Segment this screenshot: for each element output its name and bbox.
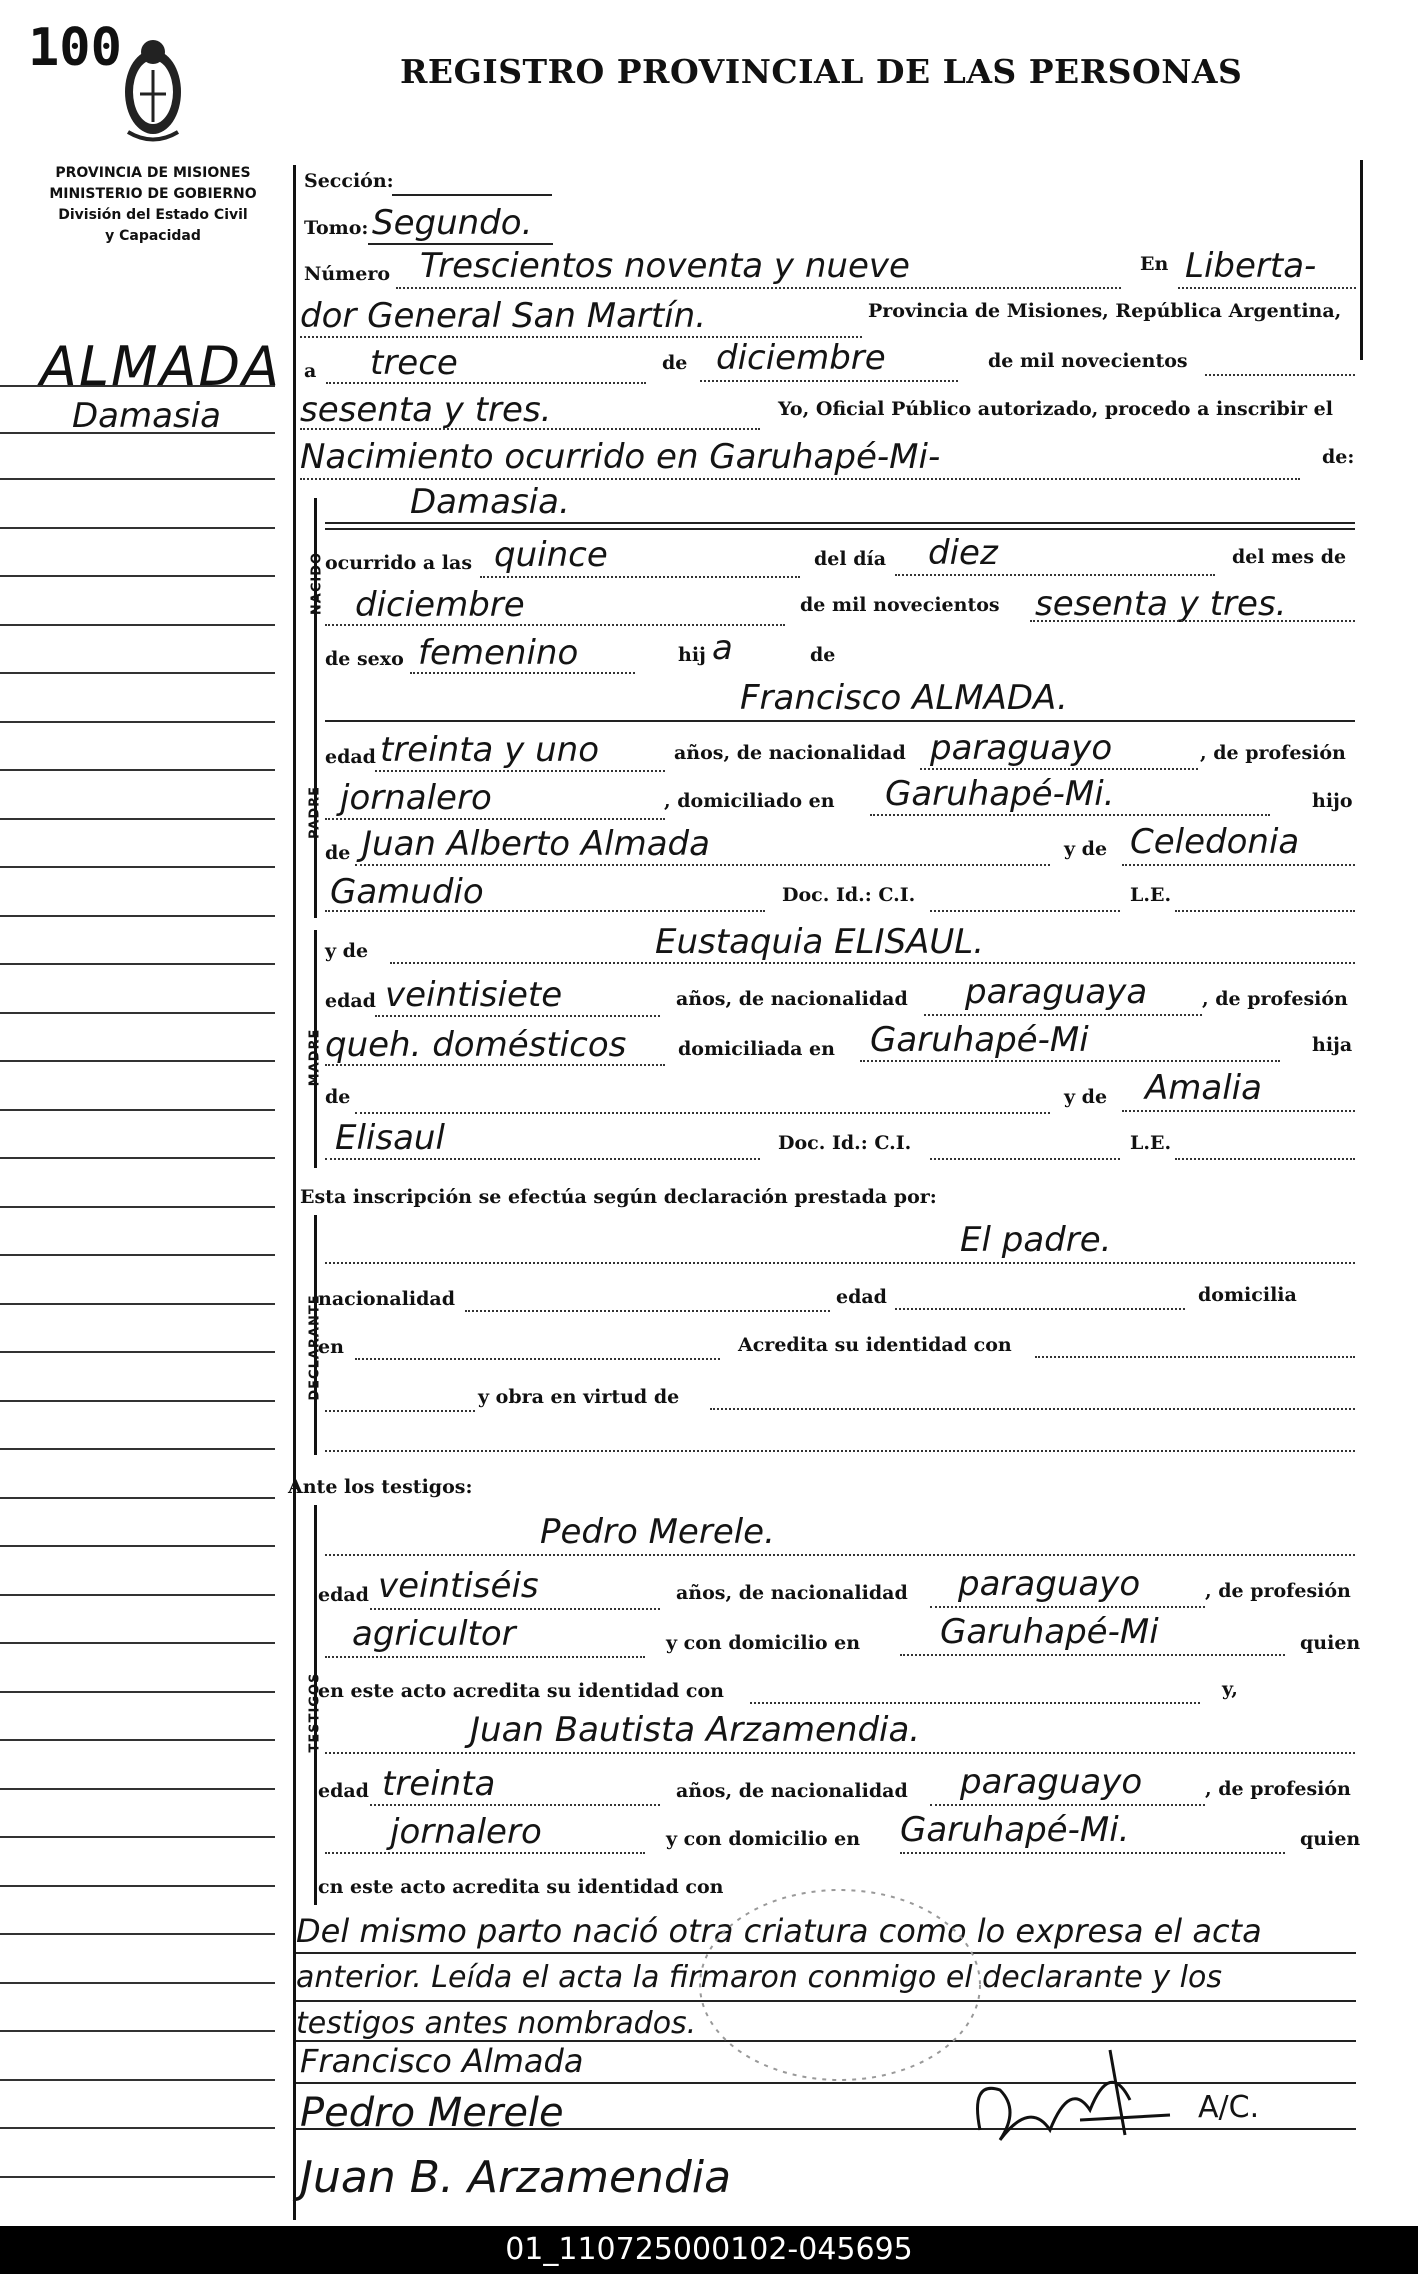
dia-nac-value: diez [928,533,998,573]
label-quien-t2: quien [1300,1828,1361,1850]
label-de-2: de [810,644,836,666]
decl-obra-line-a [325,1410,475,1412]
ledger-line [0,1303,275,1305]
decl-en-line [355,1358,720,1360]
signature-pedro: Pedro Merele [300,2090,564,2136]
padre-edad-line [375,770,665,772]
numero-line [396,287,1121,289]
mes-nac-value: diciembre [355,585,525,625]
label-domiciliado: , domiciliado en [664,790,835,812]
label-cn-este-acto: cn este acto acredita su identidad con [318,1876,724,1898]
label-edad-padre: edad [325,746,376,768]
ledger-line [0,1691,275,1693]
decl-nac-line [465,1310,830,1312]
madre-ci-line [930,1158,1120,1160]
t1-nac-line [930,1606,1205,1608]
dia-line [326,382,646,384]
nombre-line [325,522,1355,524]
padre-dom: Garuhapé-Mi. [885,774,1115,814]
padre-madre-a: Celedonia [1130,822,1300,862]
signature-francisco: Francisco Almada [300,2042,584,2080]
label-edad-t2: edad [318,1780,369,1802]
padre-padre: Juan Alberto Almada [362,824,710,864]
ledger-line [0,1157,275,1159]
ledger-line [0,2176,275,2178]
label-edad-t1: edad [318,1584,369,1606]
anio-nac-value: sesenta y tres. [1035,584,1287,624]
hora-value: quince [494,535,608,575]
mes-line [700,380,958,382]
ledger-line [0,2127,275,2129]
label-prof-madre: , de profesión [1202,988,1348,1010]
label-doc-madre: Doc. Id.: C.I. [778,1132,912,1154]
madre-le-line [1175,1158,1355,1160]
madre-madre-line-a [1122,1110,1355,1112]
official-stamp-icon [690,1880,990,2090]
note-line-1: Del mismo parto nació otra criatura como lo expresa el acta [296,1912,1262,1950]
ledger-line [0,963,275,965]
sexo-value: femenino [418,633,579,673]
label-anos-nac-t1: años, de nacionalidad [676,1582,908,1604]
label-de-mil: de mil novecientos [800,594,1000,616]
numero-value: Trescientos noventa y nueve [420,246,910,286]
t2-edad-line [370,1804,660,1806]
margin-given-name: Damasia [72,396,221,436]
label-en-este-acto-t1: en este acto acredita su identidad con [318,1680,724,1702]
label-oficial: Yo, Oficial Público autorizado, procedo a inscribir el [778,398,1333,420]
padre-prof: jornalero [340,778,492,818]
label-y-comma: y, [1222,1678,1238,1700]
madre-edad: veintisiete [385,975,563,1015]
margin-surname: ALMADA [40,335,282,398]
testigo2-line [325,1752,1355,1754]
padre-le-line [1175,910,1355,912]
madre-nac: paraguaya [965,972,1148,1012]
label-en: En [1140,253,1169,275]
sig-rule-1 [296,2082,1356,2084]
label-provincia: Provincia de Misiones, República Argentina, [868,300,1342,322]
ledger-line [0,432,275,434]
t1-prof: agricultor [352,1614,516,1654]
ledger-line [0,2079,275,2081]
t2-dom-line [900,1852,1285,1854]
ledger-line [0,1788,275,1790]
padre-madre-line-a [1122,864,1355,866]
t1-nac: paraguayo [958,1564,1141,1604]
document-id-footer: 01_110725000102-045695 [0,2226,1418,2274]
t2-edad: treinta [382,1764,496,1804]
tomo-line [368,243,553,245]
decl-edad-line [895,1308,1185,1310]
t2-prof-line [325,1852,645,1854]
ledger-line [0,818,275,820]
label-de: de [662,352,688,374]
label-del-mes: del mes de [1232,546,1347,568]
padre-line [325,720,1355,722]
label-anos-nac-padre: años, de nacionalidad [674,742,906,764]
ledger-line [0,1060,275,1062]
label-ocurrido: ocurrido a las [325,552,473,574]
declarante-line [325,1262,1355,1264]
label-edad-decl: edad [836,1286,887,1308]
folio-number: 100 [28,18,122,78]
mes-value: diciembre [716,338,886,378]
label-hija: hija [1312,1034,1353,1056]
label-y-de-madre: y de [325,940,369,962]
testigo1-line [325,1554,1355,1556]
ledger-line [0,1351,275,1353]
lugar-line-a [1178,287,1356,289]
t2-dom: Garuhapé-Mi. [900,1810,1130,1850]
acto-value: Nacimiento ocurrido en Garuhapé-Mi- [300,437,941,477]
decl-obra-line-b [710,1408,1355,1410]
label-le-padre: L.E. [1130,884,1172,906]
label-en-decl: en [318,1336,344,1358]
madre-prof: queh. domésticos [325,1025,627,1065]
issuer-line: MINISTERIO DE GOBIERNO [49,186,257,202]
label-obra: y obra en virtud de [478,1386,680,1408]
coat-of-arms-icon [118,22,188,152]
padre-ci-line [930,910,1120,912]
ledger-line [0,1254,275,1256]
padre-nac: paraguayo [930,728,1113,768]
official-signature-icon [960,2040,1180,2170]
signature-juan: Juan B. Arzamendia [300,2152,732,2203]
issuer-line: División del Estado Civil [58,207,248,223]
label-edad-madre: edad [325,990,376,1012]
page-title: REGISTRO PROVINCIAL DE LAS PERSONAS [400,52,1243,91]
label-prof-t1: , de profesión [1205,1580,1351,1602]
label-numero: Número [304,263,391,285]
ledger-line [0,866,275,868]
label-ante-testigos: Ante los testigos: [288,1476,473,1498]
ledger-line [0,575,275,577]
label-de-colon: de: [1322,446,1355,468]
tab-nacido: NACIDO [309,551,325,616]
ledger-line [0,672,275,674]
lugar-value-b: dor General San Martín. [300,296,707,336]
madre-edad-line [375,1015,660,1017]
ledger-line [0,2030,275,2032]
dia-value: trece [370,343,458,383]
ledger-line [0,1545,275,1547]
tab-madre: MADRE [307,1028,323,1087]
anio-nac-line [1030,620,1355,622]
ledger-line [0,915,275,917]
madre-dom-line [860,1060,1280,1062]
label-anos-nac-t2: años, de nacionalidad [676,1780,908,1802]
madre-madre-b: Elisaul [335,1118,445,1158]
lugar-value-a: Liberta- [1185,246,1317,286]
tomo-value: Segundo. [372,203,533,243]
t1-edad: veintiséis [378,1566,539,1606]
ledger-line [0,1497,275,1499]
label-prof-padre: , de profesión [1200,742,1346,764]
t1-acredita-line [750,1702,1200,1704]
anio-line [300,428,760,430]
label-domicilia: domicilia [1198,1284,1297,1306]
nombre-value: Damasia. [410,482,570,522]
padre-value: Francisco ALMADA. [740,678,1068,718]
nombre-line-2 [325,528,1355,530]
dia-nac-line [895,574,1215,576]
label-declaracion: Esta inscripción se efectúa según declaración prestada por: [300,1186,937,1208]
ledger-line [0,1739,275,1741]
ledger-line [0,385,275,387]
label-acredita: Acredita su identidad con [738,1334,1012,1356]
mes-nac-line [325,624,785,626]
ledger-line [0,1642,275,1644]
label-a: a [304,360,317,382]
t1-edad-line [370,1608,660,1610]
ledger-line [0,1836,275,1838]
tab-declarante: DECLARANTE [307,1294,323,1401]
hij-suffix: a [712,628,733,668]
ledger-line [0,1400,275,1402]
madre-madre-line-b [325,1158,760,1160]
frame-right [1360,160,1363,360]
mil-line [1205,374,1355,376]
label-hijo: hijo [1312,790,1353,812]
acto-line [300,478,1300,480]
t1-dom: Garuhapé-Mi [940,1612,1159,1652]
ledger-line [0,1206,275,1208]
madre-dom: Garuhapé-Mi [870,1020,1089,1060]
note-line-2: anterior. Leída el acta la firmaron conmigo el declarante y los [296,1960,1222,1995]
label-seccion: Sección: [304,170,394,192]
ledger-line [0,1012,275,1014]
issuer-block [22,163,284,247]
note-line-3: testigos antes nombrados. [296,2006,697,2041]
seccion-line [392,194,552,196]
ledger-line [0,1885,275,1887]
label-de-padre: de [325,842,351,864]
official-ac: A/C. [1198,2090,1260,2125]
testigo1-value: Pedro Merele. [540,1512,775,1552]
label-anos-nac-madre: años, de nacionalidad [676,988,908,1010]
ledger-line [0,769,275,771]
label-tomo: Tomo: [304,217,369,239]
decl-extra-line [325,1450,1355,1452]
label-sexo: de sexo [325,648,404,670]
t2-nac-line [930,1804,1205,1806]
madre-madre-a: Amalia [1145,1068,1262,1108]
padre-padre-line [355,864,1050,866]
tab-testigos: TESTIGOS [307,1672,323,1753]
label-del-dia: del día [814,548,887,570]
ledger-line [0,1982,275,1984]
label-con-domicilio-t1: y con domicilio en [666,1632,861,1654]
t1-prof-line [325,1656,645,1658]
t2-nac: paraguayo [960,1762,1143,1802]
testigo2-value: Juan Bautista Arzamendia. [470,1710,921,1750]
ledger-line [0,624,275,626]
issuer-line: y Capacidad [105,228,201,244]
decl-acredita-line [1035,1356,1355,1358]
madre-nac-line [924,1014,1202,1016]
label-le-madre: L.E. [1130,1132,1172,1154]
label-doc-padre: Doc. Id.: C.I. [782,884,916,906]
issuer-line: PROVINCIA DE MISIONES [55,165,251,181]
padre-edad: treinta y uno [380,730,600,770]
label-de-madre: de [325,1086,351,1108]
label-y-de-padre: y de [1064,838,1108,860]
padre-madre-line-b [325,910,765,912]
ledger-line [0,1933,275,1935]
ledger-line [0,527,275,529]
anio-value: sesenta y tres. [300,390,552,430]
label-prof-t2: , de profesión [1205,1778,1351,1800]
sexo-line [410,672,635,674]
label-con-domicilio-t2: y con domicilio en [666,1828,861,1850]
label-domiciliada: domiciliada en [678,1038,835,1060]
padre-madre-b: Gamudio [330,872,484,912]
t2-prof: jornalero [390,1812,542,1852]
madre-padre-line [355,1112,1050,1114]
ledger-line [0,1109,275,1111]
sig-rule-2 [296,2128,1356,2130]
label-y-de-madre-2: y de [1064,1086,1108,1108]
declarante-value: El padre. [960,1220,1112,1260]
padre-prof-line [325,818,665,820]
madre-line [390,962,1355,964]
label-mil-novecientos: de mil novecientos [988,350,1188,372]
ledger-line [0,1594,275,1596]
padre-nac-line [920,768,1198,770]
madre-prof-line [325,1064,665,1066]
ledger-line [0,1448,275,1450]
hora-line [480,576,800,578]
label-hij: hij [678,644,706,666]
padre-dom-line [870,814,1270,816]
ledger-line [0,478,275,480]
t1-dom-line [900,1654,1285,1656]
label-nacionalidad-decl: nacionalidad [318,1288,456,1310]
madre-value: Eustaquia ELISAUL. [655,922,985,962]
label-quien-t1: quien [1300,1632,1361,1654]
ledger-line [0,721,275,723]
tab-padre: PADRE [307,785,323,840]
